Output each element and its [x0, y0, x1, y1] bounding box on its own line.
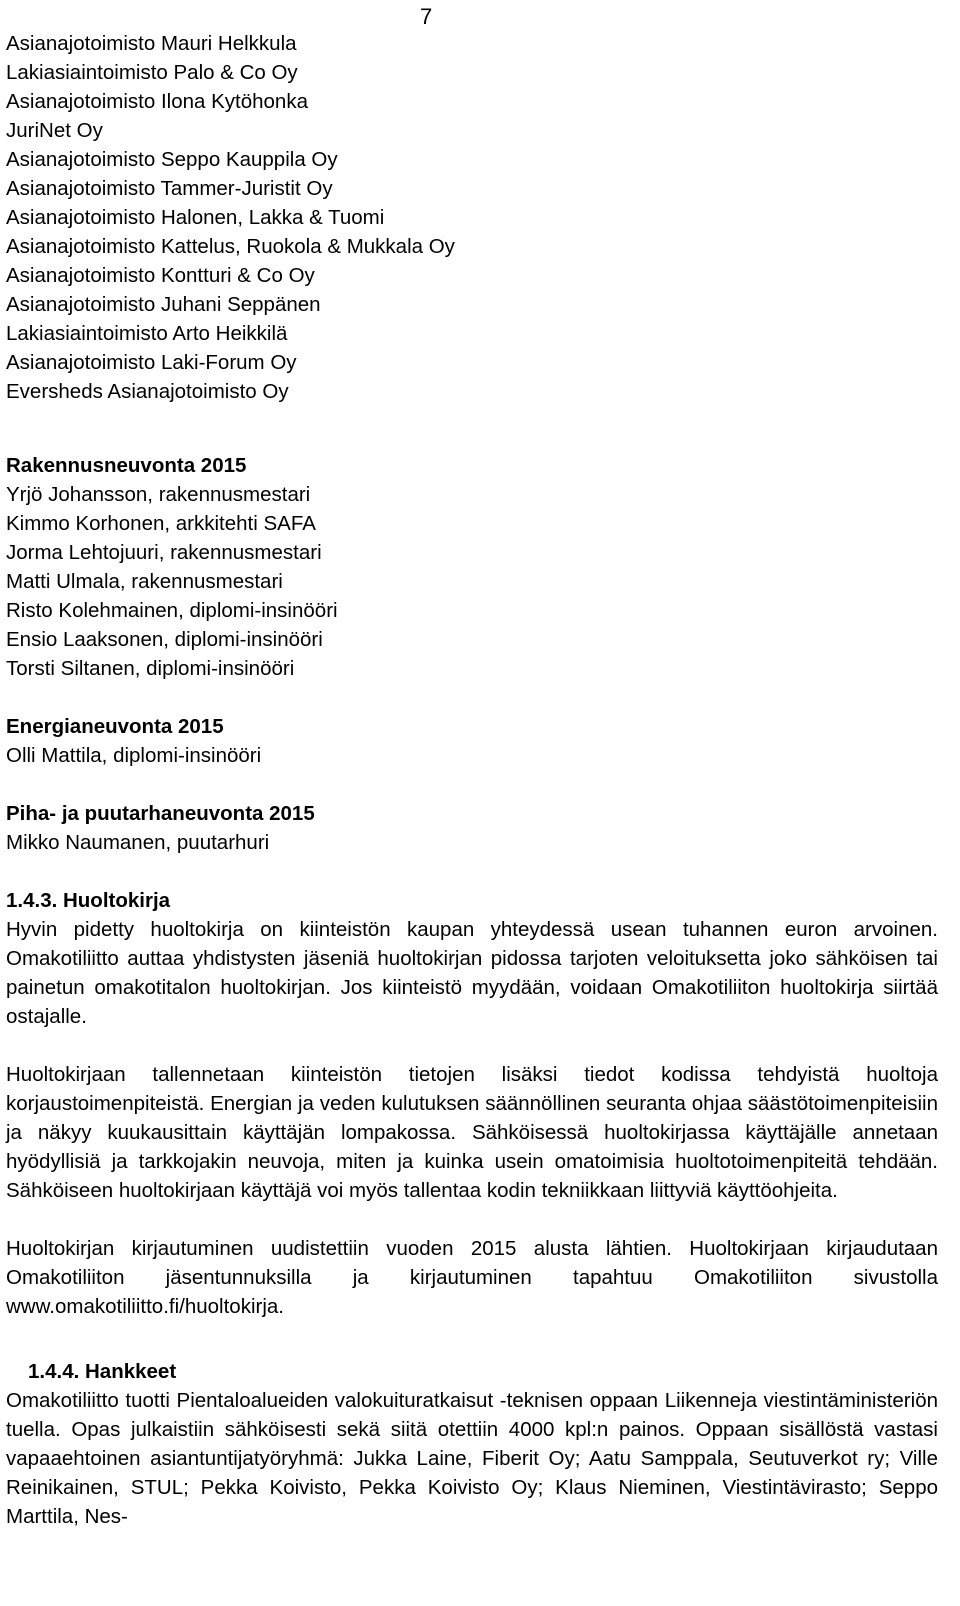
section-heading: Energianeuvonta 2015: [6, 715, 224, 738]
list-item: Asianajotoimisto Ilona Kytöhonka: [6, 90, 308, 113]
paragraph: Omakotiliitto tuotti Pientaloalueiden valokuituratkaisut -teknisen oppaan Liikenneja viestintäministeriön tuella. Opas julkaistiin sähköisesti sekä siitä otettiin 4000 kpl:n painos. Oppaan sisällöstä vastasi vapaaehtoinen asiantuntijatyöryhmä: Jukka Laine, Fiberit Oy; Aatu Samppala, Seutuverkot ry; Ville Reinikainen, STUL; Pekka Koivisto, Pekka Koivisto Oy; Klaus Nieminen, Viestintävirasto; Seppo Marttila, Nes-: [6, 1389, 938, 1528]
list-item: Asianajotoimisto Laki-Forum Oy: [6, 351, 297, 374]
list-item: Olli Mattila, diplomi-insinööri: [6, 744, 262, 767]
list-item: Lakiasiaintoimisto Palo & Co Oy: [6, 61, 298, 84]
list-item: Matti Ulmala, rakennusmestari: [6, 570, 283, 593]
list-item: Eversheds Asianajotoimisto Oy: [6, 380, 289, 403]
section-heading: Piha- ja puutarhaneuvonta 2015: [6, 802, 315, 825]
maintenance-book-section: [6, 886, 938, 1321]
list-item: Asianajotoimisto Halonen, Lakka & Tuomi: [6, 206, 385, 229]
garden-advice-section: [6, 799, 938, 857]
section-heading: Rakennusneuvonta 2015: [6, 454, 247, 477]
paragraph: Hyvin pidetty huoltokirja on kiinteistön kaupan yhteydessä usean tuhannen euron arvoinen. Omakotiliitto auttaa yhdistysten jäseniä huoltokirjan pidossa tarjoten veloituksetta joko sähköisen tai painetun omakotitalon huoltokirjan. Jos kiinteistö myydään, voidaan Omakotiliiton huoltokirja siirtää ostajalle.: [6, 918, 938, 1028]
page-number: 7: [420, 4, 433, 29]
list-item: Torsti Siltanen, diplomi-insinööri: [6, 657, 295, 680]
paragraph: Huoltokirjan kirjautuminen uudistettiin vuoden 2015 alusta lähtien. Huoltokirjaan kirjaudutaan Omakotiliiton jäsentunnuksilla ja kirjautuminen tapahtuu Omakotiliiton sivustolla www.omakotiliitto.fi/huoltokirja.: [6, 1237, 938, 1318]
list-item: Kimmo Korhonen, arkkitehti SAFA: [6, 512, 316, 535]
list-item: Ensio Laaksonen, diplomi-insinööri: [6, 628, 323, 651]
list-item: Asianajotoimisto Seppo Kauppila Oy: [6, 148, 338, 171]
section-heading: 1.4.4. Hankkeet: [28, 1360, 177, 1383]
list-item: Jorma Lehtojuuri, rakennusmestari: [6, 541, 322, 564]
energy-advice-section: [6, 712, 938, 770]
building-advice-section: [6, 451, 938, 683]
projects-section: [6, 1357, 938, 1531]
list-item: JuriNet Oy: [6, 119, 103, 142]
paragraph: Huoltokirjaan tallennetaan kiinteistön tietojen lisäksi tiedot kodissa tehdyistä huoltoja korjaustoimenpiteistä. Energian ja veden kulutuksen säännöllinen seuranta ohjaa säästötoimenpiteisiin ja näkyy kuukausittain käyttäjän lompakossa. Sähköisessä huoltokirjassa käyttäjälle annetaan hyödyllisiä ja tarkkojakin neuvoja, miten ja kuinka usein omatoimisia huoltotoimenpiteitä tehdään. Sähköiseen huoltokirjaan käyttäjä voi myös tallentaa kodin tekniikkaan liittyviä käyttöohjeita.: [6, 1063, 938, 1202]
list-item: Mikko Naumanen, puutarhuri: [6, 831, 270, 854]
list-item: Yrjö Johansson, rakennusmestari: [6, 483, 311, 506]
list-item: Risto Kolehmainen, diplomi-insinööri: [6, 599, 338, 622]
list-item: Lakiasiaintoimisto Arto Heikkilä: [6, 322, 288, 345]
list-item: Asianajotoimisto Kattelus, Ruokola & Mukkala Oy: [6, 235, 455, 258]
list-item: Asianajotoimisto Tammer-Juristit Oy: [6, 177, 333, 200]
list-item: Asianajotoimisto Kontturi & Co Oy: [6, 264, 315, 287]
list-item: Asianajotoimisto Juhani Seppänen: [6, 293, 321, 316]
law-firm-list: [6, 29, 938, 406]
page-content: [6, 29, 938, 1531]
section-heading: 1.4.3. Huoltokirja: [6, 889, 171, 912]
list-item: Asianajotoimisto Mauri Helkkula: [6, 32, 297, 55]
